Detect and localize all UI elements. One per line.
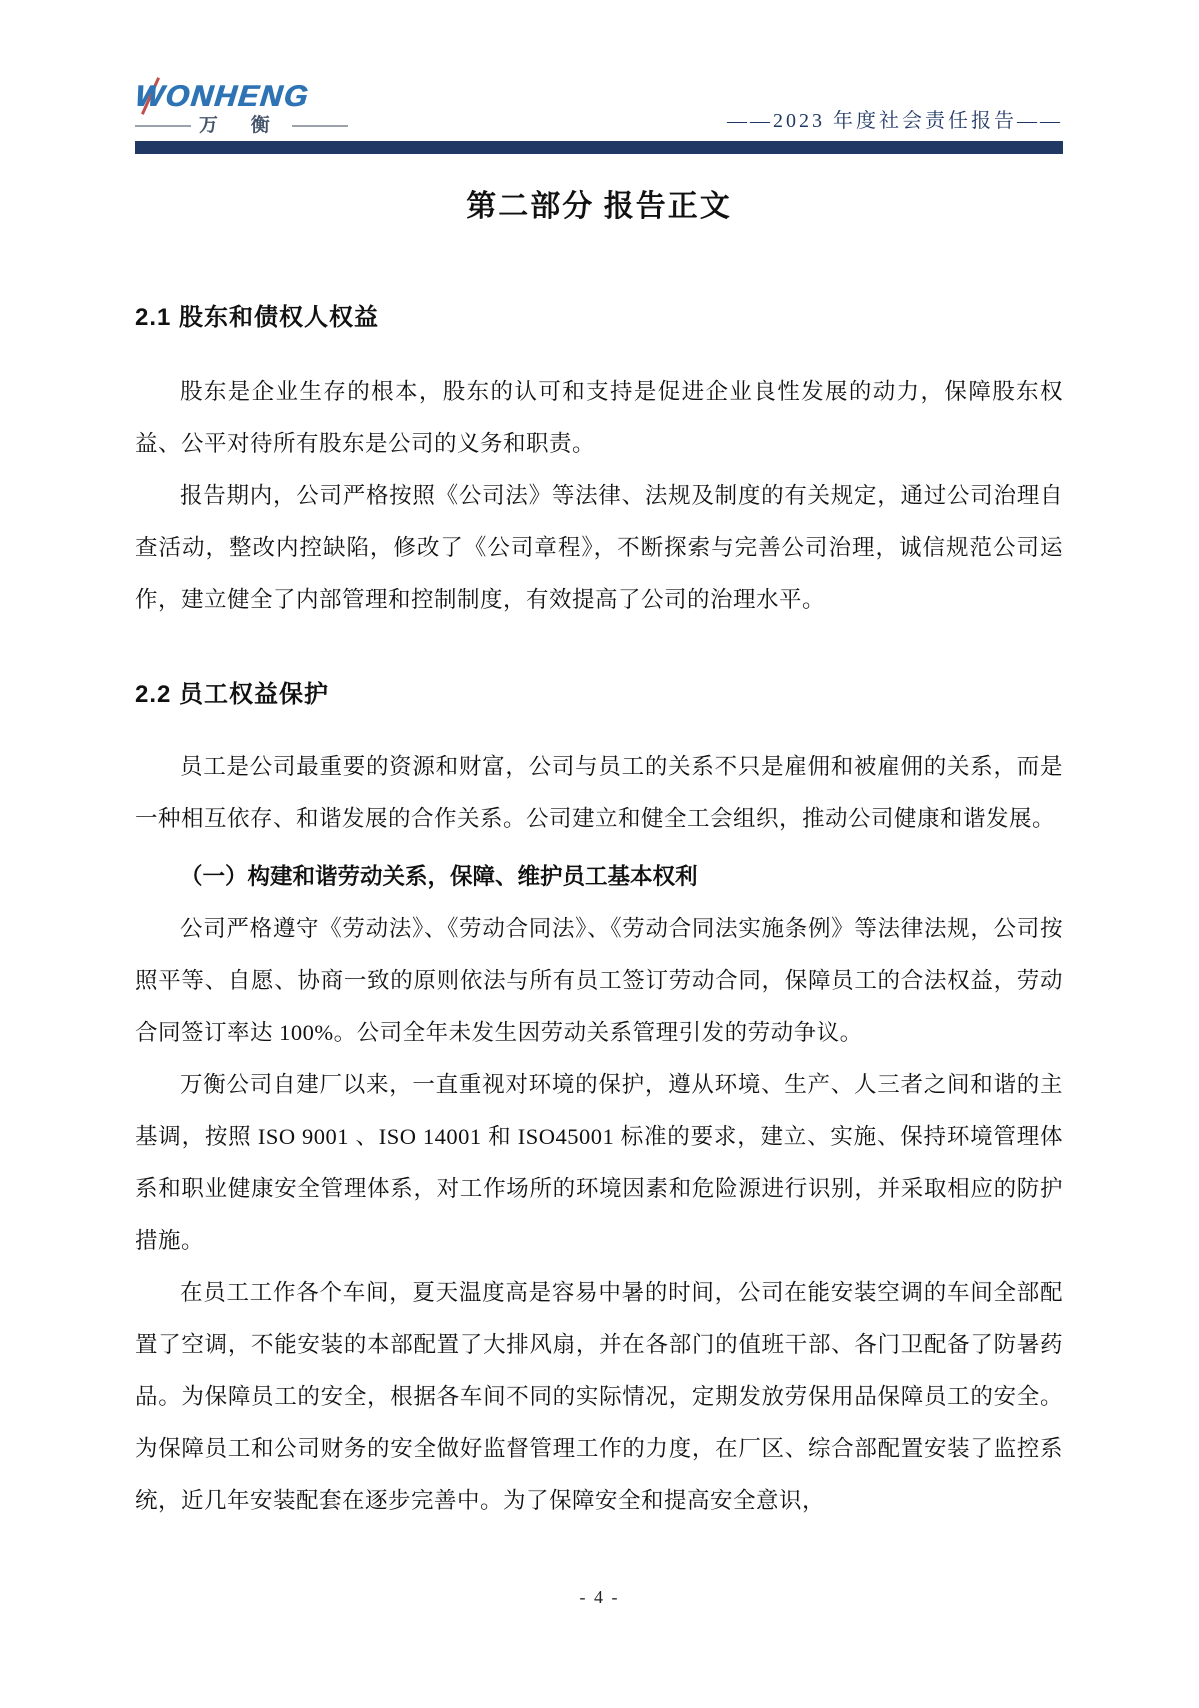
section-2-2-body xyxy=(135,741,1063,1527)
body-paragraph: 公司严格遵守《劳动法》、《劳动合同法》、《劳动合同法实施条例》等法律法规，公司按照平等、自愿、协商一致的原则依法与所有员工签订劳动合同，保障员工的合法权益，劳动合同签订率达 100%。公司全年未发生因劳动关系管理引发的劳动争议。 xyxy=(135,916,1063,1045)
page-title: 第二部分 报告正文 xyxy=(466,190,732,223)
body-paragraph: 股东是企业生存的根本，股东的认可和支持是促进企业良性发展的动力，保障股东权益、公平对待所有股东是公司的义务和职责。 xyxy=(135,379,1063,456)
section-2-1-body xyxy=(135,366,1063,626)
page-number: - 4 - xyxy=(579,1587,620,1607)
company-logo xyxy=(135,82,348,135)
body-paragraph: 员工是公司最重要的资源和财富，公司与员工的关系不只是雇佣和被雇佣的关系，而是一种相互依存、和谐发展的合作关系。公司建立和健全工会组织，推动公司健康和谐发展。 xyxy=(135,754,1063,831)
body-paragraph: 万衡公司自建厂以来，一直重视对环境的保护，遵从环境、生产、人三者之间和谐的主基调，按照 ISO 9001 、ISO 14001 和 ISO45001 标准的要求，建立、实施、保持环境管理体系和职业健康安全管理体系，对工作场所的环境因素和危险源进行识别，并采取相应的防护措施。 xyxy=(135,1072,1063,1253)
header-report-title: ——2023 年度社会责任报告—— xyxy=(727,110,1063,132)
logo-rule-right-icon xyxy=(292,125,348,127)
header-divider-bar xyxy=(135,141,1063,154)
section-2-1-heading: 2.1 股东和债权人权益 xyxy=(135,304,380,331)
brand-wordmark: WONHENG xyxy=(133,80,311,113)
brand-subtitle: 万 衡 xyxy=(199,115,284,136)
logo-rule-left-icon xyxy=(135,125,191,127)
page-header xyxy=(135,0,1063,135)
brand-subtitle-row xyxy=(135,116,348,135)
body-paragraph: 报告期内，公司严格按照《公司法》等法律、法规及制度的有关规定，通过公司治理自查活动，整改内控缺陷，修改了《公司章程》，不断探索与完善公司治理，诚信规范公司运作，建立健全了内部管理和控制制度，有效提高了公司的治理水平。 xyxy=(135,483,1063,612)
subsection-heading: （一）构建和谐劳动关系，保障、维护员工基本权利 xyxy=(180,864,698,889)
section-2-2-heading: 2.2 员工权益保护 xyxy=(135,681,330,708)
body-paragraph: 在员工工作各个车间，夏天温度高是容易中暑的时间，公司在能安装空调的车间全部配置了空调，不能安装的本部配置了大排风扇，并在各部门的值班干部、各门卫配备了防暑药品。为保障员工的安全，根据各车间不同的实际情况，定期发放劳保用品保障员工的安全。为保障员工和公司财务的安全做好监督管理工作的力度，在厂区、综合部配置安装了监控系统，近几年安装配套在逐步完善中。为了保障安全和提高安全意识， xyxy=(135,1280,1063,1513)
